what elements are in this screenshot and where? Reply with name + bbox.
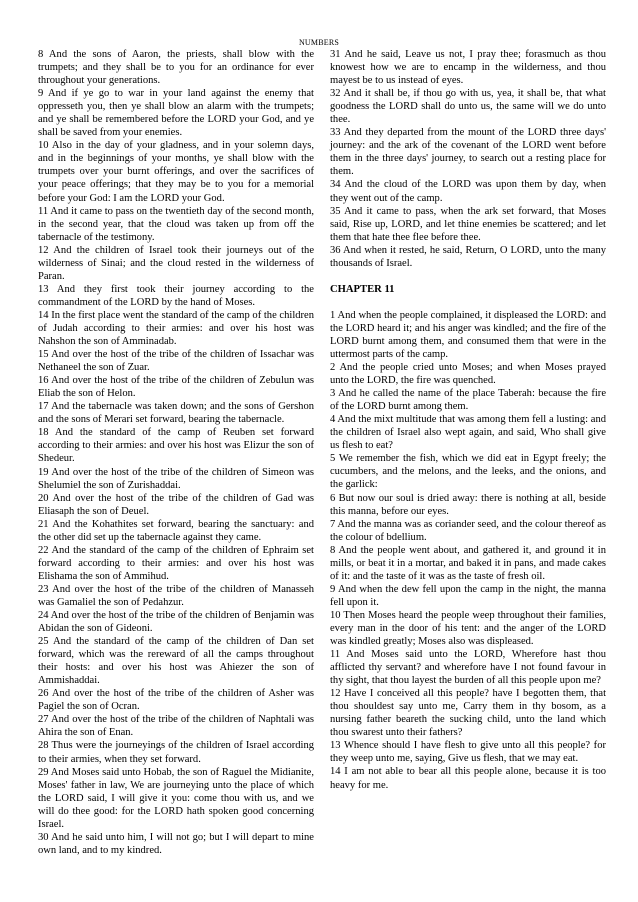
verse-num10-32: 32 And it shall be, if thou go with us, yea, it shall be, that what goodness the LORD shall do unto us, the same will we do unto thee.	[330, 88, 606, 126]
verse-num11-14: 14 I am not able to bear all this people alone, because it is too heavy for me.	[330, 766, 606, 791]
verse-num11-1: 1 And when the people complained, it displeased the LORD: and the LORD heard it; and his anger was kindled; and the fire of the LORD burnt among them, and consumed them that were in the uttermost parts of the camp.	[330, 309, 606, 360]
verse-num10-26: 26 And over the host of the tribe of the children of Asher was Pagiel the son of Ocran.	[38, 688, 314, 713]
page-header: NUMBERS	[298, 38, 340, 47]
verse-num10-12: 12 And the children of Israel took their journeys out of the wilderness of Sinai; and the cloud rested in the wilderness of Paran.	[38, 244, 314, 282]
verse-num11-3: 3 And he called the name of the place Taberah: because the fire of the LORD burnt among them.	[330, 388, 606, 413]
verse-num10-29: 29 And Moses said unto Hobab, the son of Raguel the Midianite, Moses' father in law, We are journeying unto the place of which the LORD said, I will give it you: come thou with us, and we will do thee good: for the LORD hath spoken good concerning Israel.	[38, 766, 314, 830]
verse-num11-10: 10 Then Moses heard the people weep throughout their families, every man in the door of his tent: and the anger of the LORD was kindled greatly; Moses also was displeased.	[330, 609, 606, 648]
verse-num10-16: 16 And over the host of the tribe of the children of Zebulun was Eliab the son of Helon.	[38, 375, 314, 400]
verse-num10-11: 11 And it came to pass on the twentieth day of the second month, in the second year, that the cloud was taken up from off the tabernacle of the testimony.	[38, 205, 314, 243]
chapter-heading: CHAPTER 11	[330, 283, 395, 295]
verse-num10-25: 25 And the standard of the camp of the children of Dan set forward, which was the rereward of all the camps throughout their hosts: and over his host was Ahiezer the son of Ammishaddai.	[38, 636, 314, 687]
verse-num10-13: 13 And they first took their journey according to the commandment of the LORD by the hand of Moses.	[38, 283, 314, 308]
verse-num10-20: 20 And over the host of the tribe of the children of Gad was Eliasaph the son of Deuel.	[38, 492, 314, 517]
verse-num11-7: 7 And the manna was as coriander seed, and the colour thereof as the colour of bdellium.	[330, 518, 606, 543]
verse-num10-19: 19 And over the host of the tribe of the children of Simeon was Shelumiel the son of Zurishaddai.	[38, 466, 314, 491]
verse-num10-34: 34 And the cloud of the LORD was upon them by day, when they went out of the camp.	[330, 179, 606, 204]
right-column	[330, 48, 606, 792]
verse-num10-33: 33 And they departed from the mount of the LORD three days' journey: and the ark of the covenant of the LORD went before them in the three days' journey, to search out a resting place for them.	[330, 127, 606, 178]
verse-num10-8: 8 And the sons of Aaron, the priests, shall blow with the trumpets; and they shall be to you for an ordinance for ever throughout your generations.	[38, 49, 314, 87]
verse-num10-23: 23 And over the host of the tribe of the children of Manasseh was Gamaliel the son of Pedahzur.	[38, 583, 314, 608]
verse-num11-11: 11 And Moses said unto the LORD, Wherefore hast thou afflicted thy servant? and wherefore have I not found favour in thy sight, that thou layest the burden of all this people upon me?	[330, 649, 606, 687]
verse-num10-31: 31 And he said, Leave us not, I pray thee; forasmuch as thou knowest how we are to encamp in the wilderness, and thou mayest be to us instead of eyes.	[330, 49, 606, 87]
verse-num10-24: 24 And over the host of the tribe of the children of Benjamin was Abidan the son of Gideoni.	[38, 610, 314, 635]
verse-num10-36: 36 And when it rested, he said, Return, O LORD, unto the many thousands of Israel.	[330, 244, 606, 269]
verse-num11-12: 12 Have I conceived all this people? have I begotten them, that thou shouldest say unto me, Carry them in thy bosom, as a nursing father beareth the sucking child, unto the land which thou swarest unto their fathers?	[330, 688, 606, 739]
verse-num10-30: 30 And he said unto him, I will not go; but I will depart to mine own land, and to my kindred.	[38, 831, 314, 856]
verse-num10-14: 14 In the first place went the standard of the camp of the children of Judah according to their armies: and over his host was Nahshon the son of Amminadab.	[38, 309, 314, 348]
verse-num10-18: 18 And the standard of the camp of Reuben set forward according to their armies: and over his host was Elizur the son of Shedeur.	[38, 427, 314, 465]
verse-num10-28: 28 Thus were the journeyings of the children of Israel according to their armies, when they set forward.	[38, 740, 314, 765]
verse-num11-13: 13 Whence should I have flesh to give unto all this people? for they weep unto me, saying, Give us flesh, that we may eat.	[330, 740, 606, 765]
verse-num11-8: 8 And the people went about, and gathered it, and ground it in mills, or beat it in a mortar, and baked it in pans, and made cakes of it: and the taste of it was as the taste of fresh oil.	[330, 544, 606, 582]
verse-num11-4: 4 And the mixt multitude that was among them fell a lusting: and the children of Israel also wept again, and said, Who shall give us flesh to eat?	[330, 414, 606, 452]
verse-num11-5: 5 We remember the fish, which we did eat in Egypt freely; the cucumbers, and the melons, and the leeks, and the onions, and the garlick:	[330, 453, 606, 491]
verse-num10-15: 15 And over the host of the tribe of the children of Issachar was Nethaneel the son of Zuar.	[38, 349, 314, 374]
verse-num10-27: 27 And over the host of the tribe of the children of Naphtali was Ahira the son of Enan.	[38, 714, 314, 739]
verse-num10-10: 10 Also in the day of your gladness, and in your solemn days, and in the beginnings of your months, ye shall blow with the trumpets over your burnt offerings, and over the sacrifices of your peace offerings; that they may be to you for a memorial before your God: I am the LORD your God.	[38, 140, 314, 204]
verse-num10-22: 22 And the standard of the camp of the children of Ephraim set forward according to their armies: and over his host was Elishama the son of Ammihud.	[38, 544, 314, 582]
verse-num10-21: 21 And the Kohathites set forward, bearing the sanctuary: and the other did set up the tabernacle against they came.	[38, 518, 314, 543]
verse-num11-6: 6 But now our soul is dried away: there is nothing at all, beside this manna, before our eyes.	[330, 492, 606, 517]
verse-num10-9: 9 And if ye go to war in your land against the enemy that oppresseth you, then ye shall blow an alarm with the trumpets; and ye shall be remembered before the LORD your God, and ye shall be saved from your enemies.	[38, 88, 314, 139]
left-column	[38, 48, 314, 857]
verse-num11-2: 2 And the people cried unto Moses; and when Moses prayed unto the LORD, the fire was quenched.	[330, 362, 606, 387]
verse-num10-17: 17 And the tabernacle was taken down; and the sons of Gershon and the sons of Merari set forward, bearing the tabernacle.	[38, 401, 314, 426]
verse-num10-35: 35 And it came to pass, when the ark set forward, that Moses said, Rise up, LORD, and let thine enemies be scattered; and let them that hate thee flee before thee.	[330, 205, 606, 243]
verse-num11-9: 9 And when the dew fell upon the camp in the night, the manna fell upon it.	[330, 583, 606, 608]
